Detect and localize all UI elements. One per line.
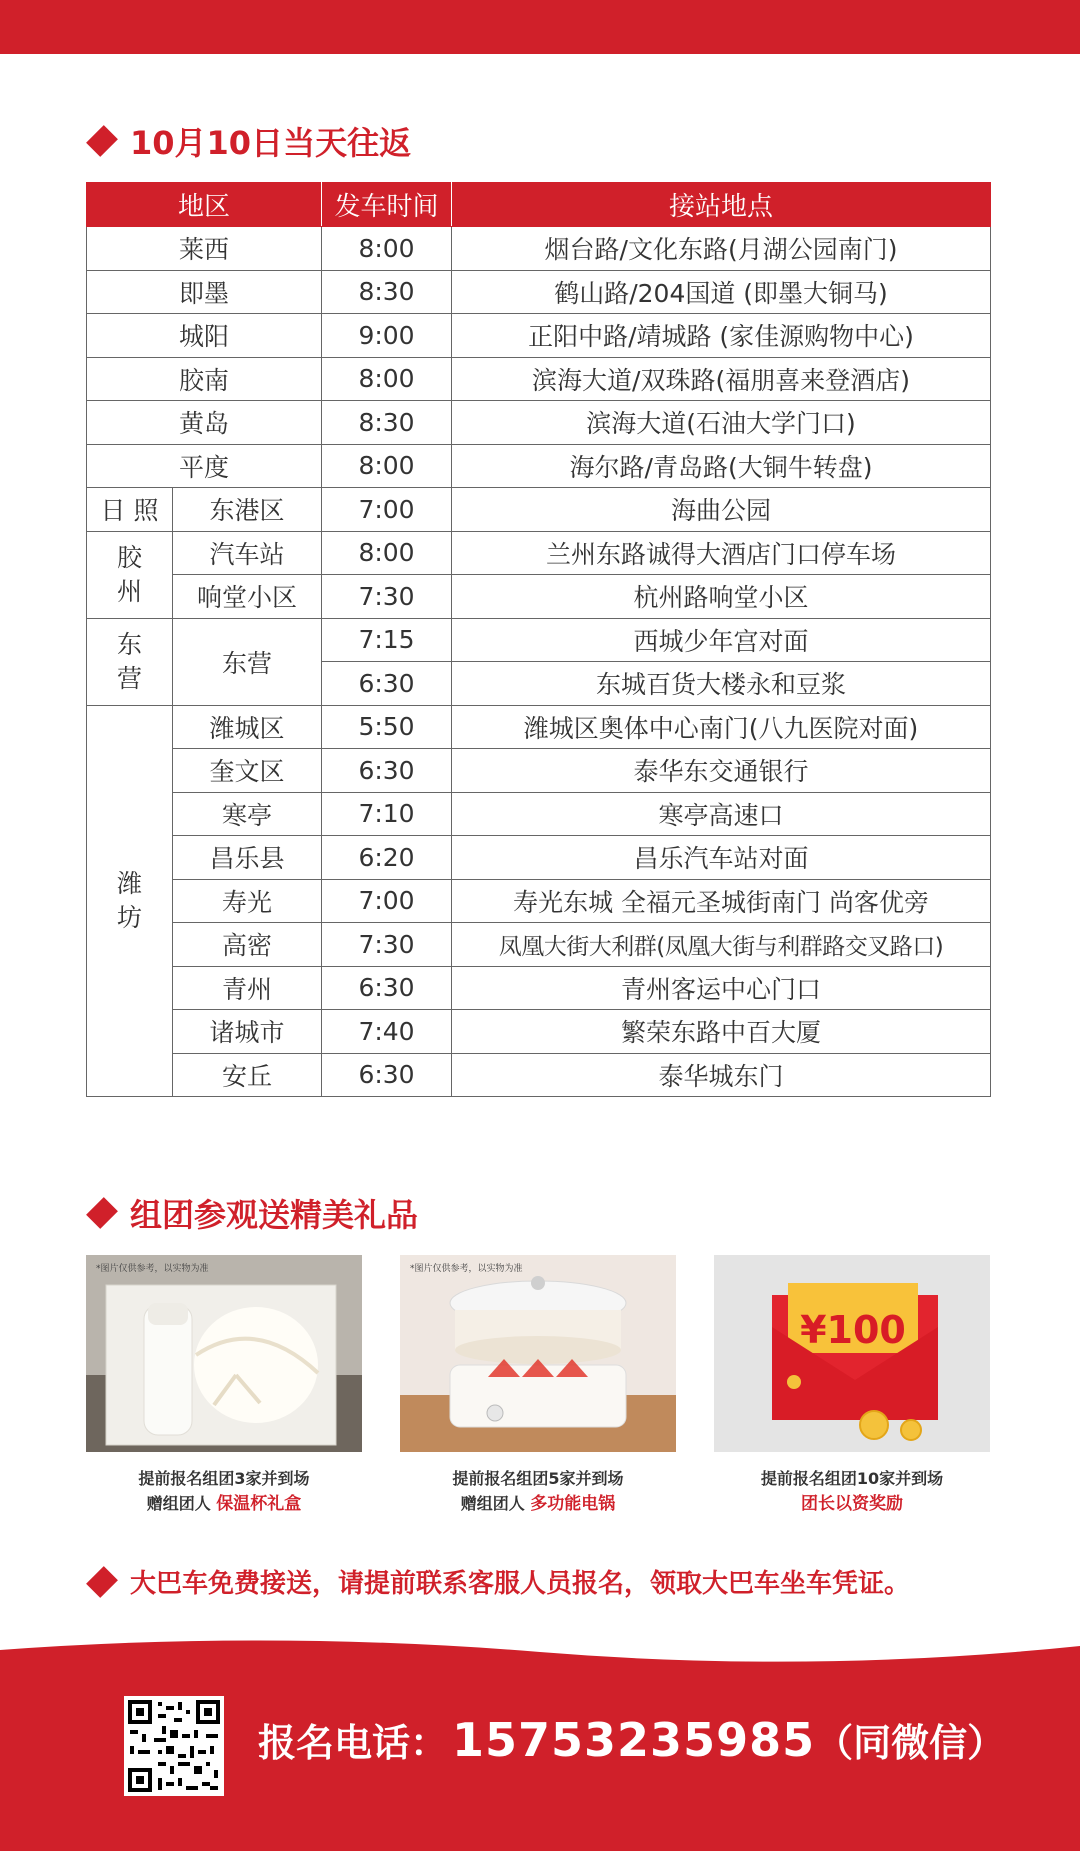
group-cell-weifang [87,705,173,1097]
place-cell: 正阳中路/靖城路 (家佳源购物中心) [452,314,991,358]
time-cell: 7:15 [322,618,452,662]
sub-area-cell: 高密 [173,923,322,967]
place-cell: 潍城区奥体中心南门(八九医院对面) [452,705,991,749]
gift-condition: 提前报名组团5家并到场 [452,1469,624,1488]
table-row [87,357,991,401]
sub-area-cell: 青州 [173,966,322,1010]
place-cell: 泰华城东门 [452,1053,991,1097]
table-row [87,227,991,271]
shuttle-notice-text: 大巴车免费接送，请提前联系客服人员报名，领取大巴车坐车凭证。 [130,1569,911,1599]
envelope-amount: ¥100 [800,1308,906,1352]
group-char: 坊 [116,902,142,932]
gift-condition: 提前报名组团10家并到场 [760,1469,944,1488]
table-row [87,923,991,967]
time-cell: 8:30 [322,401,452,445]
gift-list [86,1255,990,1517]
group-char: 胶 [116,542,142,572]
sub-area-cell: 诸城市 [173,1010,322,1054]
diamond-bullet-icon [86,1566,118,1598]
area-cell: 城阳 [87,314,322,358]
table-row [87,444,991,488]
gift-item-thermos [86,1255,362,1517]
time-cell: 7:30 [322,575,452,619]
sub-area-cell: 昌乐县 [173,836,322,880]
time-cell: 5:50 [322,705,452,749]
place-cell: 寒亭高速口 [452,792,991,836]
time-cell: 7:30 [322,923,452,967]
sub-area-cell: 安丘 [173,1053,322,1097]
sub-area-cell: 潍城区 [173,705,322,749]
time-cell: 8:30 [322,270,452,314]
header-area: 地区 [87,183,322,227]
area-cell: 即墨 [87,270,322,314]
gift-reward-line [400,1491,676,1517]
group-char: 东 [116,629,142,659]
place-cell: 滨海大道/双珠路(福朋喜来登酒店) [452,357,991,401]
gift-reward-line [86,1491,362,1517]
bus-schedule-table [86,182,991,1097]
time-cell: 7:00 [322,879,452,923]
table-row [87,401,991,445]
place-cell: 滨海大道(石油大学门口) [452,401,991,445]
area-cell: 平度 [87,444,322,488]
group-char: 营 [116,663,142,693]
place-cell: 海曲公园 [452,488,991,532]
sub-area-cell: 东港区 [173,488,322,532]
table-row [87,705,991,749]
area-cell: 黄岛 [87,401,322,445]
header-time: 发车时间 [322,183,452,227]
phone-number[interactable]: 15753235985 [452,1713,816,1767]
place-cell: 青州客运中心门口 [452,966,991,1010]
gift-item-cooker [400,1255,676,1517]
thermos-gift-box-image [86,1255,362,1452]
place-cell: 烟台路/文化东路(月湖公园南门) [452,227,991,271]
gift-caption [400,1466,676,1517]
header-place: 接站地点 [452,183,991,227]
table-row [87,1010,991,1054]
time-cell: 8:00 [322,357,452,401]
place-cell: 凤凰大街大利群(凤凰大街与利群路交叉路口) [452,923,991,967]
top-banner-bar [0,0,1080,54]
table-row [87,792,991,836]
gift-condition: 提前报名组团3家并到场 [138,1469,310,1488]
table-row [87,618,991,662]
gift-reward: 多功能电锅 [530,1494,616,1514]
time-cell: 6:20 [322,836,452,880]
time-cell: 8:00 [322,227,452,271]
wechat-note: （同微信） [815,1721,1006,1765]
sub-area-cell: 汽车站 [173,531,322,575]
time-cell: 9:00 [322,314,452,358]
table-header-row [87,183,991,227]
place-cell: 繁荣东路中百大厦 [452,1010,991,1054]
table-row [87,270,991,314]
table-row [87,488,991,532]
gift-reward: 保温杯礼盒 [216,1494,302,1514]
sub-area-cell: 寿光 [173,879,322,923]
qr-code[interactable] [124,1696,224,1796]
signup-phone [258,1712,1005,1767]
place-cell: 西城少年宫对面 [452,618,991,662]
time-cell: 6:30 [322,749,452,793]
place-cell: 寿光东城 全福元圣城街南门 尚客优旁 [452,879,991,923]
sub-area-cell: 东营 [173,618,322,705]
area-cell: 胶南 [87,357,322,401]
table-row [87,575,991,619]
table-row [87,531,991,575]
group-cell-rizhao: 日 照 [87,488,173,532]
place-cell: 泰华东交通银行 [452,749,991,793]
diamond-bullet-icon [86,125,118,157]
place-cell: 海尔路/青岛路(大铜牛转盘) [452,444,991,488]
shuttle-notice [86,1563,910,1600]
section-title-gifts: 组团参观送精美礼品 [130,1196,419,1234]
group-char: 州 [116,576,142,606]
sub-area-cell: 寒亭 [173,792,322,836]
group-cell-jiaozhou [87,531,173,618]
time-cell: 6:30 [322,662,452,706]
electric-cooker-image [400,1255,676,1452]
place-cell: 鹤山路/204国道 (即墨大铜马) [452,270,991,314]
gift-caption [714,1466,990,1517]
table-row [87,749,991,793]
time-cell: 8:00 [322,531,452,575]
table-row [87,314,991,358]
red-envelope-image [714,1255,990,1452]
gift-recipient: 赠组团人 [460,1494,525,1513]
table-row [87,1053,991,1097]
disclaimer-note: *图片仅供参考，以实物为准 [96,1264,209,1274]
time-cell: 6:30 [322,966,452,1010]
gift-reward: 团长以资奖励 [801,1494,903,1514]
gift-recipient: 赠组团人 [146,1494,211,1513]
time-cell: 7:10 [322,792,452,836]
gift-item-red-envelope [714,1255,990,1517]
table-row [87,966,991,1010]
phone-label: 报名电话： [258,1721,449,1765]
section-title-schedule: 10月10日当天往返 [130,124,412,162]
group-cell-dongying [87,618,173,705]
section-heading-gifts [86,1190,418,1236]
area-cell: 莱西 [87,227,322,271]
time-cell: 7:00 [322,488,452,532]
gift-caption [86,1466,362,1517]
place-cell: 杭州路响堂小区 [452,575,991,619]
group-char: 潍 [116,869,142,898]
time-cell: 7:40 [322,1010,452,1054]
time-cell: 6:30 [322,1053,452,1097]
disclaimer-note: *图片仅供参考，以实物为准 [410,1264,523,1274]
sub-area-cell: 奎文区 [173,749,322,793]
section-heading-schedule [86,118,411,164]
diamond-bullet-icon [86,1197,118,1229]
sub-area-cell: 响堂小区 [173,575,322,619]
table-row [87,879,991,923]
place-cell: 东城百货大楼永和豆浆 [452,662,991,706]
time-cell: 8:00 [322,444,452,488]
gift-reward-line [714,1491,990,1517]
table-row [87,836,991,880]
place-cell: 昌乐汽车站对面 [452,836,991,880]
place-cell: 兰州东路诚得大酒店门口停车场 [452,531,991,575]
